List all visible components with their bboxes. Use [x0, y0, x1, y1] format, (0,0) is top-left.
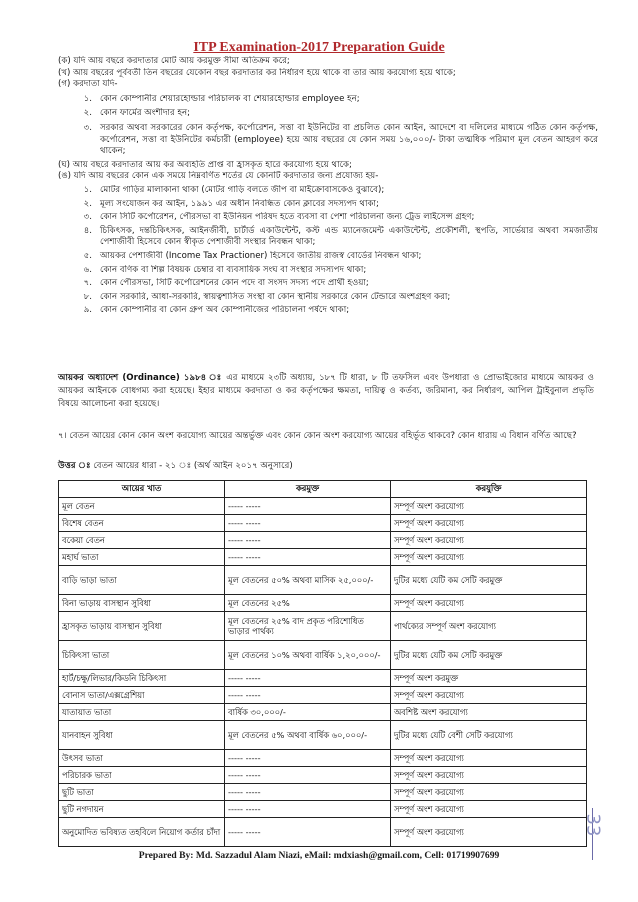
- table-cell: হার্ট/চক্ষু/লিভার/কিডনি চিকিৎসা: [59, 670, 225, 687]
- table-cell: ছুটি ভাতা: [59, 784, 225, 801]
- uo-item-number: ১.: [83, 184, 92, 195]
- answer-label: উত্তর ঃ: [58, 461, 91, 471]
- salary-tax-table: [58, 480, 587, 847]
- uo-item-text: মূল্য সংযোজন কর আইন, ১৯৯১ এর অধীন নিবন্ধিত কোন ক্লাবের সদস্যপদ থাকা;: [100, 198, 379, 209]
- ga-item-text: সরকার অথবা সরকারের কোন কর্তৃপক্ষ, কর্পোরেশন, সত্তা বা ইউনিটের বা প্রচলিত কোন আইন, আদেশে বা দলিলের মাধ্যমে গঠিত কোন কর্তৃপক্ষ, কর্পোরেশন, সত্তা বা ইউনিটের কর্মচারী (employee) হয়ে আয় বছরের যে কোন সময় ১৬,০০০/- টাকা তত্মধিক পরিমাণ মূল বেতন আহরণ করে থাকেন;: [100, 122, 598, 157]
- table-header-cell: আয়ের খাত: [59, 481, 225, 498]
- table-cell: মূল বেতন: [59, 498, 225, 515]
- uo-item-text: কোন কোম্পানীর বা কোন গ্রুপ অব কোম্পানীজের পরিচালনা পর্ষদে থাকা;: [100, 305, 350, 316]
- table-cell: পার্থক্যের সম্পূর্ণ অংশ করযোগ্য: [391, 612, 587, 641]
- table-cell: ----- -----: [225, 670, 391, 687]
- answer-text: বেতন আয়ের ধারা - ২১ ঃ (অর্থ আইন ২০১৭ অনুসারে): [93, 461, 293, 471]
- uo-item-1: [58, 185, 598, 197]
- table-cell: মূল বেতনের ৫% অথবা বার্ষিক ৬০,০০০/-: [225, 721, 391, 750]
- uo-item-number: ৬.: [83, 264, 92, 275]
- ga-item-number: ৩.: [83, 122, 92, 133]
- table-row: [59, 532, 587, 549]
- table-cell: বাড়ি ভাড়া ভাতা: [59, 566, 225, 595]
- table-cell: দুটির মধ্যে যেটি বেশী সেটি করযোগ্য: [391, 721, 587, 750]
- uo-item-7: [58, 278, 598, 290]
- table-cell: ছুটি নগদায়ন: [59, 801, 225, 818]
- ga-item-text: কোন ফার্মের অংশীদার হন;: [100, 108, 190, 119]
- uo-item-number: ৯.: [83, 305, 92, 316]
- uo-item-text: চিকিৎসক, দন্তচিকিৎসক, আইনজীবী, চার্টার্ড একাউন্টেন্ট, কস্ট এন্ড ম্যানেজমেন্ট একাউন্টেন্ট, প্রকৌশলী, স্থপতি, সার্ভেয়ার অথবা সমজাতীয় পেশাজীবী হিসেবে কোন স্বীকৃত পেশাজীবী সংস্থার নিবন্ধন থাকা;: [100, 225, 598, 248]
- ga-item-1: [58, 94, 598, 106]
- table-row: [59, 515, 587, 532]
- uo-item-number: ৭.: [83, 278, 92, 289]
- table-cell: যাতায়াত ভাতা: [59, 704, 225, 721]
- ga-item-text: কোন কোম্পানীর শেয়ারহোল্ডার পরিচালক বা শেয়ারহোল্ডার employee হন;: [100, 93, 360, 104]
- table-cell: যানবাহন সুবিধা: [59, 721, 225, 750]
- table-cell: সম্পূর্ণ অংশ করযোগ্য: [391, 750, 587, 767]
- table-cell: সম্পূর্ণ অংশ করযোগ্য: [391, 784, 587, 801]
- table-row: [59, 670, 587, 687]
- table-cell: মূল বেতনের ১০% অথবা বার্ষিক ১,২০,০০০/-: [225, 641, 391, 670]
- table-cell: ----- -----: [225, 750, 391, 767]
- table-cell: ----- -----: [225, 801, 391, 818]
- table-cell: সম্পূর্ণ অংশ করযোগ্য: [391, 818, 587, 847]
- table-row: [59, 612, 587, 641]
- table-cell: ----- -----: [225, 549, 391, 566]
- table-cell: মূল বেতনের ২৫% বাদ প্রকৃত পরিশোধিত ভাড়ার পার্থক্য: [225, 612, 391, 641]
- table-cell: ----- -----: [225, 767, 391, 784]
- table-cell: মূল বেতনের ৫০% অথবা মাসিক ২৫,০০০/-: [225, 566, 391, 595]
- uo-item-text: কোন সরকারি, আধা-সরকারি, স্বায়ত্বশাসিত সংস্থা বা কোন স্থানীয় সরকারে কোন টেন্ডারে অংশগ্রহণ করা;: [100, 291, 451, 302]
- table-row: [59, 641, 587, 670]
- intro-line-kha: (খ) আয় বছরের পূর্ববর্তী তিন বছরের যেকোন বছর করদাতার কর নির্ধারণ হয়ে থাকে বা তার আয় করযোগ্য হয়ে থাকে;: [58, 67, 456, 78]
- uo-item-text: আয়কর পেশাজীবী (Income Tax Practioner) হিসেবে জাতীয় রাজস্ব বোর্ডের নিবন্ধন থাকা;: [100, 250, 422, 261]
- intro-block: [58, 56, 598, 317]
- answer-line: [58, 460, 594, 473]
- table-cell: সম্পূর্ণ অংশ করযোগ্য: [391, 687, 587, 704]
- uo-item-9: [58, 305, 598, 317]
- table-cell: বিশেষ বেতন: [59, 515, 225, 532]
- table-cell: ----- -----: [225, 532, 391, 549]
- table-header-cell: করমুক্ত: [225, 481, 391, 498]
- ga-item-number: ১.: [83, 93, 92, 104]
- uo-item-text: কোন বণিক বা শিল্প বিষয়ক চেম্বার বা ব্যবসায়িক সংঘ বা সংস্থার সদস্যপদ থাকা;: [100, 264, 367, 275]
- table-cell: ----- -----: [225, 687, 391, 704]
- table-cell: অনুমোদিত ভবিষ্যত তহবিলে নিয়োগ কর্তার চাঁদা: [59, 818, 225, 847]
- table-header-row: [59, 481, 587, 498]
- uo-item-text: কোন পৌরসভা, সিটি কর্পোরেশনের কোন পদে বা সংসদ সদস্য পদে প্রার্থী হওয়া;: [100, 278, 369, 289]
- table-cell: সম্পূর্ণ অংশ করমুক্ত: [391, 670, 587, 687]
- table-cell: উৎসব ভাতা: [59, 750, 225, 767]
- table-cell: ----- -----: [225, 515, 391, 532]
- uo-item-5: [58, 251, 598, 263]
- uo-item-6: [58, 265, 598, 277]
- table-cell: সম্পূর্ণ অংশ করযোগ্য: [391, 595, 587, 612]
- table-cell: বার্ষিক ৩০,০০০/-: [225, 704, 391, 721]
- table-cell: বোনাস ভাতা/এক্সগ্রেশিয়া: [59, 687, 225, 704]
- intro-line-ga: (গ) করদাতা যদি-: [58, 79, 118, 90]
- table-cell: ----- -----: [225, 784, 391, 801]
- table-cell: ----- -----: [225, 818, 391, 847]
- uo-item-8: [58, 292, 598, 304]
- table-row: [59, 750, 587, 767]
- uo-item-number: ৩.: [83, 212, 92, 223]
- mid-line-uo: (ঙ) যদি আয় বছরের কোন এক সময়ে নিম্নবর্ণিত শর্তের যে কোনটি করদাতার জন্য প্রযোজ্য হয়-: [58, 171, 379, 182]
- table-cell: বকেয়া বেতন: [59, 532, 225, 549]
- table-cell: সম্পূর্ণ অংশ করযোগ্য: [391, 767, 587, 784]
- table-row: [59, 818, 587, 847]
- table-cell: চিকিৎসা ভাতা: [59, 641, 225, 670]
- ga-item-2: [58, 108, 598, 120]
- table-cell: সম্পূর্ণ অংশ করযোগ্য: [391, 549, 587, 566]
- uo-item-3: [58, 212, 598, 224]
- table-cell: দুটির মধ্যে যেটি কম সেটি করমুক্ত: [391, 641, 587, 670]
- uo-item-number: ৫.: [83, 250, 92, 261]
- uo-item-text: মোটর গাড়ির মালাকানা থাকা (মোটর গাড়ি বলতে জীপ বা মাইক্রোবাসকেও বুঝাবে);: [100, 184, 385, 195]
- table-cell: মূল বেতনের ২৫%: [225, 595, 391, 612]
- ordinance-heading: আয়কর অধ্যাদেশ (Ordinance) ১৯৮৪ ঃ: [58, 373, 223, 383]
- uo-item-number: ২.: [83, 198, 92, 209]
- table-row: [59, 704, 587, 721]
- table-cell: সম্পূর্ণ অংশ করযোগ্য: [391, 801, 587, 818]
- uo-item-text: কোন সিটি কর্পোরেশন, পৌরসভা বা ইউনিয়ন পরিষদ হতে ব্যবসা বা পেশা পরিচালনা জন্য ট্রেড লাইসেন্স গ্রহণ;: [100, 212, 475, 223]
- table-cell: ----- -----: [225, 498, 391, 515]
- table-cell: সম্পূর্ণ অংশ করযোগ্য: [391, 498, 587, 515]
- table-cell: হ্রাসকৃত ভাড়ায় বাসস্থান সুবিধা: [59, 612, 225, 641]
- table-row: [59, 687, 587, 704]
- table-cell: বিনা ভাড়ায় বাসস্থান সুবিধা: [59, 595, 225, 612]
- uo-item-2: [58, 199, 598, 211]
- table-cell: সম্পূর্ণ অংশ করযোগ্য: [391, 515, 587, 532]
- ga-item-3: [58, 123, 598, 158]
- table-row: [59, 721, 587, 750]
- page-number: 33: [582, 813, 604, 837]
- intro-line-ka: (ক) যদি আয় বছরে করদাতার মোট আয় করমুক্ত সীমা অতিক্রম করে;: [58, 56, 290, 66]
- table-cell: পরিচারক ভাতা: [59, 767, 225, 784]
- table-row: [59, 566, 587, 595]
- footer-credit: Prepared By: Md. Sazzadul Alam Niazi, eMail: mdxiash@gmail.com, Cell: 01719907699: [138, 850, 500, 861]
- table-row: [59, 498, 587, 515]
- table-cell: মহার্ঘ ভাতা: [59, 549, 225, 566]
- table-row: [59, 767, 587, 784]
- ga-item-number: ২.: [83, 108, 92, 119]
- ordinance-text: এর মাধ্যমে ২৩টি অধ্যায়, ১৮৭ টি ধারা, ৮ টি তফসিল এবং উপধারা ও প্রোভাইজোর মাধ্যমে আয়কর ও আয়কর আইনকে বোধগম্য করা হয়েছে। ইহার মাধ্যমে করদাতা ও কর কর্তৃপক্ষের ক্ষমতা, দায়িত্ব ও কর্তব্য, জরিমানা, কর নির্ধারণ, আপিল ট্রাইবুনাল প্রভৃতি বিষয়ে আলোচনা করা হয়েছে।: [58, 373, 594, 409]
- ordinance-paragraph: [58, 372, 594, 411]
- table-row: [59, 801, 587, 818]
- mid-line-gha: (ঘ) আয় বছরে করদাতার আয় কর অব্যহতি প্রাপ্ত বা হ্রাসকৃত হারে করযোগ্য হয়ে থাকে;: [58, 159, 352, 170]
- table-cell: সম্পূর্ণ অংশ করযোগ্য: [391, 532, 587, 549]
- uo-item-number: ৪.: [83, 225, 92, 236]
- table-header-cell: করযুক্তি: [391, 481, 587, 498]
- table-row: [59, 549, 587, 566]
- table-row: [59, 595, 587, 612]
- table-row: [59, 784, 587, 801]
- question-paragraph: ৭। বেতন আয়ের কোন কোন অংশ করযোগ্য আয়ের অন্তর্ভুক্ত এবং কোন কোন অংশ করযোগ্য আয়ের বহির্ভূত থাকবে? কোন ধারায় এ বিধান বর্ণিত আছে?: [58, 431, 577, 441]
- document-title: ITP Examination-2017 Preparation Guide: [193, 40, 445, 55]
- table-cell: দুটির মধ্যে যেটি কম সেটি করমুক্ত: [391, 566, 587, 595]
- table-cell: অবশিষ্ট অংশ করযোগ্য: [391, 704, 587, 721]
- uo-item-number: ৮.: [83, 291, 92, 302]
- uo-item-4: [58, 226, 598, 249]
